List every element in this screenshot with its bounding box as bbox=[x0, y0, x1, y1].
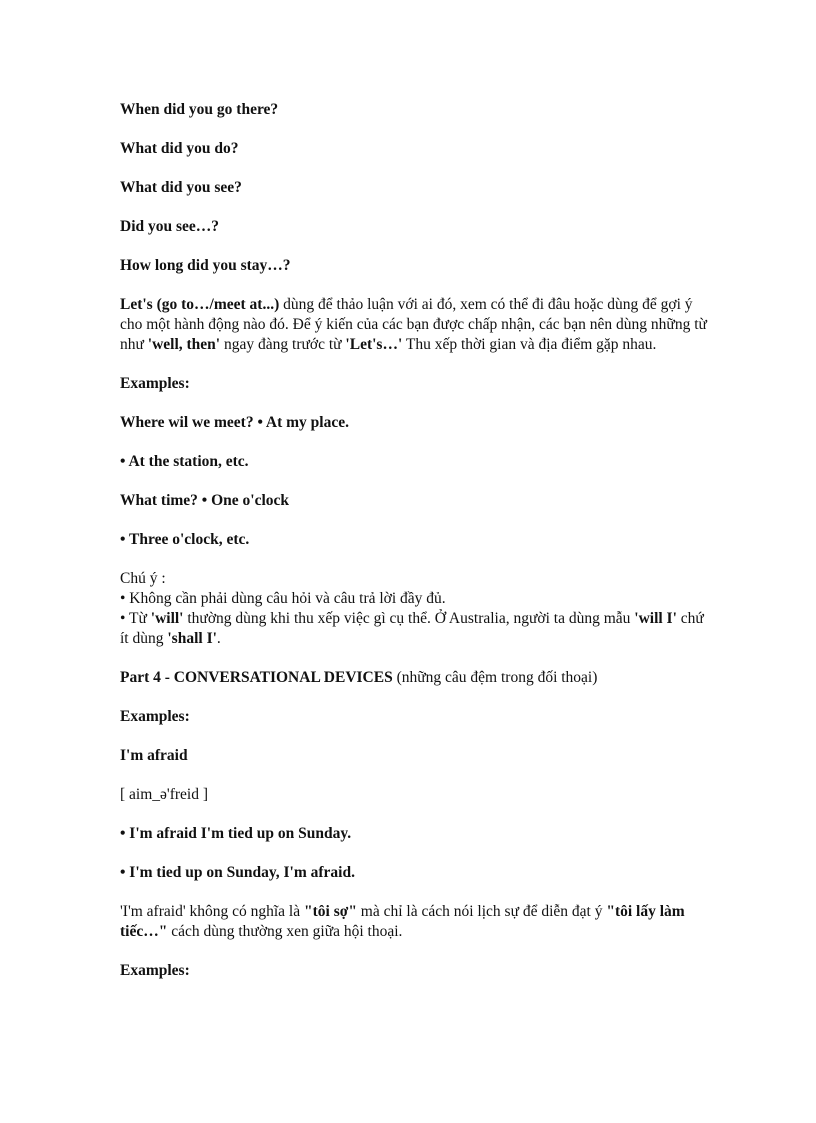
note-title: Chú ý : bbox=[120, 570, 166, 587]
afraid-term: I'm afraid bbox=[120, 747, 188, 764]
note-block bbox=[120, 569, 710, 649]
question-line bbox=[120, 178, 710, 198]
toi-so-term: "tôi sợ" bbox=[304, 903, 357, 920]
shall-i-term: 'shall I' bbox=[167, 630, 217, 647]
example-line bbox=[120, 452, 710, 472]
example-line bbox=[120, 413, 710, 433]
lets-text-3: Thu xếp thời gian và địa điểm gặp nhau. bbox=[402, 336, 657, 353]
phonetic-text: [ aim_ə'freid ] bbox=[120, 786, 208, 803]
afraid-note-text: 'I'm afraid' không có nghĩa là bbox=[120, 903, 304, 920]
afraid-example-line bbox=[120, 863, 710, 883]
examples-heading-text: Examples: bbox=[120, 962, 190, 979]
note-text: thường dùng khi thu xếp việc gì cụ thể. Ở Australia, người ta dùng mẫu bbox=[183, 610, 635, 627]
note-text: chứ ít dùng bbox=[120, 610, 704, 647]
lets-short-term: 'Let's…' bbox=[345, 336, 403, 353]
lets-term: Let's (go to…/meet at...) bbox=[120, 296, 280, 313]
note-text: • Từ bbox=[120, 610, 151, 627]
afraid-example-text: • I'm tied up on Sunday, I'm afraid. bbox=[120, 864, 355, 881]
afraid-note-text: cách dùng thường xen giữa hội thoại. bbox=[167, 923, 403, 940]
will-i-term: 'will I' bbox=[634, 610, 677, 627]
well-then-term: 'well, then' bbox=[147, 336, 221, 353]
afraid-note-text: mà chỉ là cách nói lịch sự để diễn đạt ý bbox=[356, 903, 607, 920]
note-line-1: • Không cần phải dùng câu hỏi và câu trả lời đầy đủ. bbox=[120, 590, 446, 607]
afraid-example-text: • I'm afraid I'm tied up on Sunday. bbox=[120, 825, 352, 842]
toi-lay-lam-tiec-term: "tôi lấy làm tiếc…" bbox=[120, 903, 685, 940]
afraid-note-paragraph bbox=[120, 902, 710, 942]
examples-heading-text: Examples: bbox=[120, 375, 190, 392]
part4-title: Part 4 - CONVERSATIONAL DEVICES bbox=[120, 669, 393, 686]
question-text: What did you do? bbox=[120, 140, 239, 157]
part4-heading bbox=[120, 668, 710, 688]
question-text: What did you see? bbox=[120, 179, 242, 196]
note-line-2 bbox=[120, 609, 710, 649]
afraid-example-line bbox=[120, 824, 710, 844]
question-text: Did you see…? bbox=[120, 218, 220, 235]
example-text: What time? • One o'clock bbox=[120, 492, 290, 509]
question-line bbox=[120, 139, 710, 159]
part4-subtitle: (những câu đệm trong đối thoại) bbox=[392, 669, 598, 686]
will-term: 'will' bbox=[150, 610, 184, 627]
question-line bbox=[120, 100, 710, 120]
lets-paragraph bbox=[120, 295, 710, 355]
example-text: • At the station, etc. bbox=[120, 453, 249, 470]
example-line bbox=[120, 491, 710, 511]
phonetic-line bbox=[120, 785, 710, 805]
afraid-heading bbox=[120, 746, 710, 766]
question-line bbox=[120, 217, 710, 237]
document-page bbox=[120, 100, 710, 1000]
examples-heading bbox=[120, 961, 710, 981]
examples-heading-text: Examples: bbox=[120, 708, 190, 725]
examples-heading bbox=[120, 374, 710, 394]
example-text: • Three o'clock, etc. bbox=[120, 531, 250, 548]
example-line bbox=[120, 530, 710, 550]
question-text: How long did you stay…? bbox=[120, 257, 291, 274]
note-text: . bbox=[216, 630, 221, 647]
lets-text-2: ngay đàng trước từ bbox=[220, 336, 346, 353]
question-text: When did you go there? bbox=[120, 101, 279, 118]
question-line bbox=[120, 256, 710, 276]
lets-text-1: dùng để thảo luận với ai đó, xem có thể đi đâu hoặc dùng để gợi ý cho một hành động nào đó. Để ý kiến của các bạn được chấp nhận, các bạn nên dùng những từ như bbox=[120, 296, 707, 353]
example-text: Where wil we meet? • At my place. bbox=[120, 414, 349, 431]
examples-heading bbox=[120, 707, 710, 727]
